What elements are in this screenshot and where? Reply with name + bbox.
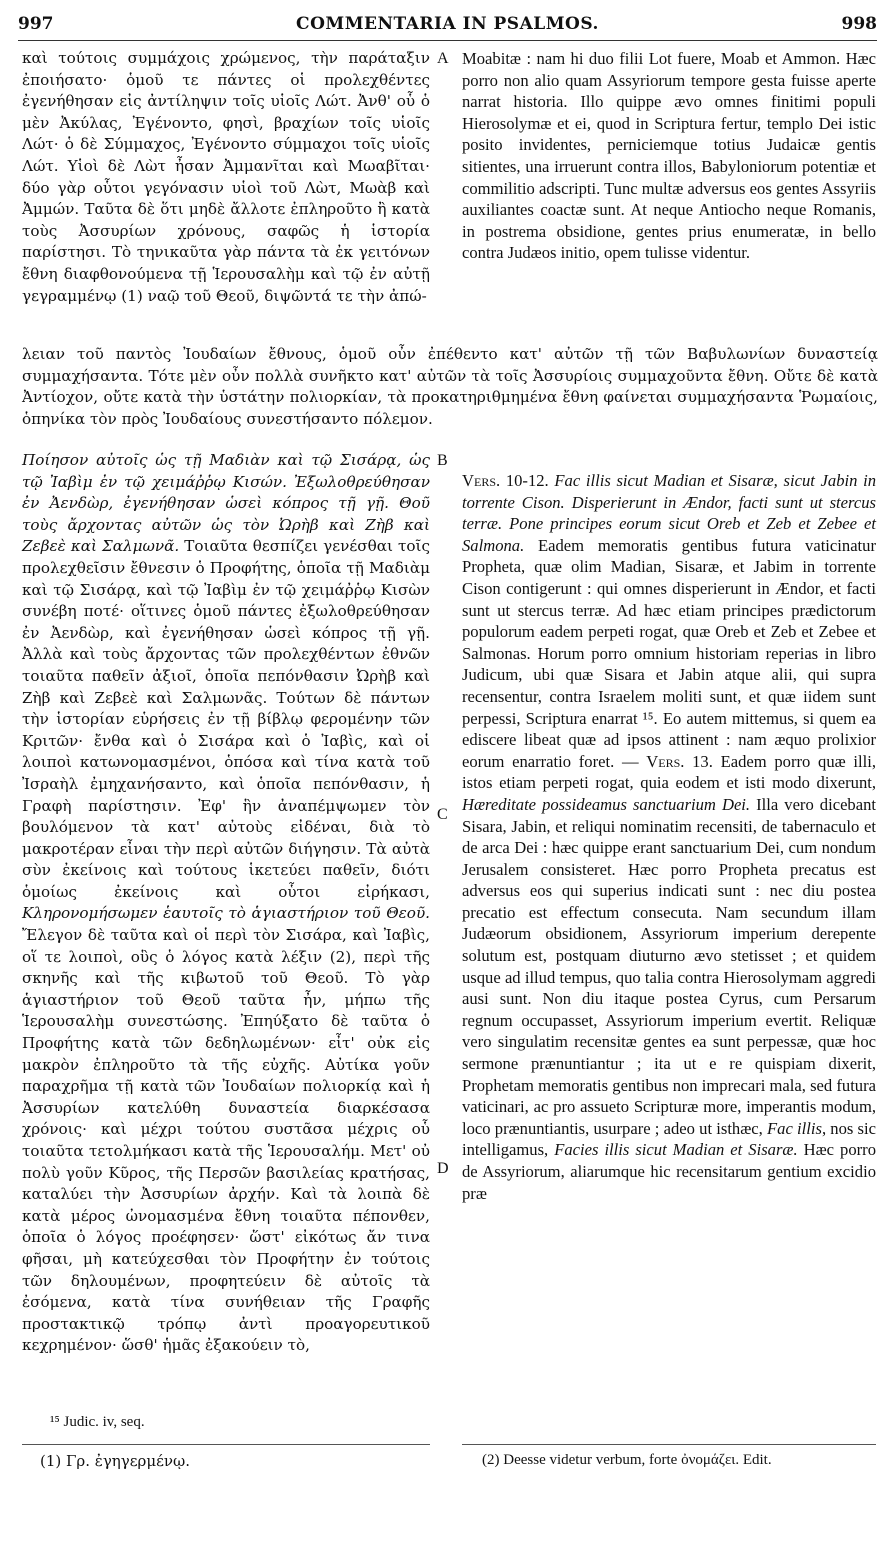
- greek-verse-quote: Ποίησον αὐτοῖς ὡς τῇ Μαδιὰν καὶ τῷ Σισάρᾳ, ὡς τῷ Ἰαβὶμ ἐν τῷ χειμάῤῥῳ Κισών. Ἐξωλοθρεύθησαν ἐν Ἀενδὼρ, ἐγενήθησαν ὡσεὶ κόπρος τῇ γῇ. Θοῦ τοὺς ἄρχοντας αὐτῶν ὡς τὸν Ὠρὴβ καὶ Ζὴβ καὶ Ζεβεὲ καὶ Σαλμωνᾶ.: [22, 451, 430, 556]
- section-marker-d: D: [437, 1160, 449, 1177]
- scripture-reference-note: ¹⁵ Judic. iv, seq.: [50, 1414, 145, 1430]
- latin-quote-4: Facies illis sicut Madian et Sisaræ.: [554, 1140, 798, 1160]
- greek-commentary-2: Ἔλεγον δὲ ταῦτα καὶ οἱ περὶ τὸν Σισάρα, καὶ Ἰαβὶς, οἵ τε λοιποὶ, οὓς ὁ λόγος κατὰ λέξιν (2), περὶ τῆς σκηνῆς καὶ τῆς κιβωτοῦ τοῦ Θεοῦ. Τὸ γὰρ ἁγιαστήριον τοῦ Θεοῦ ταῦτα ἦν, μήπω τῆς Ἱερουσαλὴμ συνεστώσης. Ἐπηύξατο δὲ ταῦτα ὁ Προφήτης κατὰ τῶν δεδηλωμένων· εἶτ' οὐκ εἰς μακρὸν ἐπληροῦτο τὰ τῆς εὐχῆς. Αὐτίκα γοῦν παραχρῆμα τῇ κατὰ τῶν Ἰουδαίων πολιορκίᾳ καὶ ἡ Ἀσσυρίων κατελύθη δυναστεία διαρκέσασα χρόνοις· καὶ μέχρι τούτου συστᾶσα μέχρις οὗ τοιαῦτα τετολμήκασι κατὰ τῆς Ἱερουσαλήμ. Μετ' οὐ πολὺ γοῦν Κῦρος, τῆς Περσῶν βασιλείας κρατήσας, καταλύει τὴν Ἀσσυρίων ἀρχήν. Καὶ τὰ λοιπὰ δὲ κατὰ μέρος ὠνομασμένα ἔθνη τοιαῦτα πέπονθεν, ὁποῖα ὁ λόγος προέφησεν· ὥστ' εἰκότως ἄν τινα φῆσαι, μὴ κατεύχεσθαι τὸν Προφήτην ἐν τούτοις τῶν δηλουμένων, προφητεύειν δὲ αὐτοῖς τὰ ἐσόμενα, κατὰ τίνα συνήθειαν τῆς Γραφῆς προστακτικῷ τρόπῳ ἀντὶ προαγορευτικοῦ κεχρημένον· ὥσθ' ἡμᾶς ἐξακούειν τὸ,: [22, 926, 430, 1355]
- verse-label: Vers. 10-12.: [462, 471, 549, 490]
- latin-quote-2: Hæreditate possideamus sanctuarium Dei.: [462, 794, 751, 814]
- footnote-1: (1) Γρ. ἐγηγερμένῳ.: [40, 1452, 190, 1470]
- latin-paragraph-main: [462, 470, 876, 1204]
- greek-quote-2: Κληρονομήσωμεν ἑαυτοῖς τὸ ἁγιαστήριον τοῦ Θεοῦ.: [22, 904, 430, 923]
- latin-column-main: [462, 470, 876, 1204]
- header-rule: [18, 40, 877, 41]
- footnote-rule-left: [22, 1444, 430, 1445]
- latin-column-top: [462, 48, 876, 264]
- running-title: COMMENTARIA IN PSALMOS.: [296, 14, 599, 34]
- verse-label-2: Vers. 13.: [646, 751, 713, 771]
- page-number-left: 997: [18, 14, 54, 34]
- footnote-rule-right: [462, 1444, 876, 1445]
- latin-paragraph-top: Moabitæ : nam hi duo filii Lot fuere, Moab et Ammon. Hæc porro non alio quam Assyriorum tempore gesta fuisse aperte narrat historia. Illo quippe ævo omnes finitimi populi Hierosolymæ et ei, quod in Scriptura fertur, templo Dei istic posito invidentes, perniciemque totius Judaicæ gentis sitientes, una irruerunt contra illos, Babyloniorum potentiæ et commilitio adscripti. Tunc multæ adversus eos gentes Assyriis auxiliantes coactæ sunt. At neque Antiocho neque Romanis, in postrema obsidione, gentes prius enumeratæ, in bello contra Judæos initio, opem tulisse videntur.: [462, 49, 876, 263]
- greek-column-main: [22, 450, 430, 1357]
- latin-quote-3: Fac illis: [767, 1118, 822, 1138]
- latin-verse-quote: Fac illis sicut Madian et Sisaræ, sicut Jabin in torrente Cison. Disperierunt in Ændor, facti sunt ut stercus terræ. Pone principes eorum sicut Oreb et Zeb et Zebee et Salmona.: [462, 471, 877, 555]
- section-marker-b: B: [437, 452, 448, 469]
- latin-commentary-1: Eadem memoratis gentibus futura vaticinatur Propheta, quæ olim Madian, Sisaræ, et Jabim in torrente Cison contigerunt : qui omnes disperierunt in Ændor, et facti sunt ut stercus terræ. Ad hæc etiam principes prædictorum populorum eadem perpeti rogat, quæ Oreb et Zeb et Zebee et Salmonas. Horum porro omnium historiam reperias in libro Judicum, ubi quæ Sisara et Jabin atque alii, qui supra recensentur, contra Israelem moliti sunt, et quæ iidem sunt perpessi, Scriptura enarrat ¹⁵. Eo autem mittemus, si quem ea ediscere libeat quæ ad ipsos attinent : nam æquo prolixior eorum enarratio foret. —: [462, 535, 876, 771]
- latin-commentary-3: Illa vero dicebant Sisara, Jabin, et reliqui nominatim recensiti, de tabernaculo et de arca Dei : hæc quippe erant sanctuarium Dei, cum nondum Jerusalem consisteret. Hæc porro Propheta precatus est adversus eos qui superius indicati sunt : nec diu postea precatio est effectum consecuta. Nam secundum illam Judæorum obsidionem, Assyriorum imperium derepente solutum est, postquam diuturno ævo stetisset ; et quidem usque ad illud tempus, quo talia contra Hierosolymam aggredi ausi sunt. Non diu itaque postea Cyrus, cum Persarum regnum occupasset, Assyriorum imperium evertit. Reliquæ vero singulatim recensitæ gentes ea sunt perpessæ, quæ hoc sermone prænuntiantur ; ita ut e re quispiam dixerit, Prophetam memoratis gentibus non imprecari mala, sed futura vaticinari, ac pro assueto Scripturæ more, imperantis modum, loco prænuntiantis, usurpare ; adeo ut isthæc,: [462, 794, 877, 1138]
- page-number-right: 998: [841, 14, 877, 34]
- section-marker-a: A: [437, 50, 449, 67]
- latin-commentary-5: Hæc porro de Assyriorum, aliarumque hic recensitarum gentium excidio præ: [462, 1140, 876, 1203]
- section-marker-c: C: [437, 806, 448, 823]
- greek-full-width-continuation: [22, 344, 878, 430]
- greek-paragraph-top: καὶ τούτοις συμμάχοις χρώμενος, τὴν παράταξιν ἐποιήσατο· ὁμοῦ τε πάντες οἱ προλεχθέντες ἐγενήθησαν εἰς ἀντίληψιν τοῖς υἱοῖς Λώτ. Ἀνθ' οὗ ὁ μὲν Ἀκύλας, Ἐγένοντο, φησὶ, βραχίων τοῖς υἱοῖς Λώτ· ὁ δὲ Σύμμαχος, Ἐγένοντο σύμμαχοι τοῖς υἱοῖς Λώτ. Υἱοὶ δὲ Λὼτ ἦσαν Ἀμμανῖται καὶ Μωαβῖται· δύο γὰρ οὗτοι γεγόνασιν υἱοὶ τοῦ Λὼτ, Μωὰβ καὶ Ἀμμών. Ταῦτα δὲ ὅτι μηδὲ ἄλλοτε ἐπληροῦτο ἢ κατὰ τοὺς Ἀσσυρίων χρόνους, σαφῶς ἡ ἱστορία παρίστησι. Τὸ τηνικαῦτα γὰρ πάντα τὰ ἐκ γειτόνων ἔθνη διαφθονούμενα τῇ Ἱερουσαλὴμ καὶ τῷ ἐν αὐτῇ γεγραμμένῳ (1) ναῷ τοῦ Θεοῦ, διψῶντά τε τὴν ἀπώ-: [22, 49, 430, 305]
- latin-commentary-2: Eadem porro quæ illi, istos etiam perpeti rogat, quia eodem et isti modo dixerunt,: [462, 751, 877, 793]
- page-header: [18, 14, 877, 38]
- greek-paragraph-main: [22, 450, 430, 1357]
- greek-commentary-1: Τοιαῦτα θεσπίζει γενέσθαι τοῖς προλεχθεῖσιν ἔθνεσιν ὁ Προφήτης, ὁποῖα τῇ Μαδιὰμ καὶ τῷ Σισάρᾳ, καὶ τῷ Ἰαβὶμ ἐν τῷ χειμάῤῥῳ Κισὼν συνέβη ποτέ· οἵτινες ὁμοῦ πάντες ἐξωλοθρεύθησαν ἐν Ἀενδὼρ, καὶ ἐγενήθησαν ὡσεὶ κόπρος τῇ γῇ. Ἀλλὰ καὶ τοὺς ἄρχοντας τῶν προλεχθέντων ἐθνῶν τοιαῦτα παθεῖν ἀξιοῖ, ὁποῖα πεπόνθασιν Ὠρὴβ καὶ Ζὴβ καὶ Ζεβεὲ καὶ Σαλμωνᾶς. Τούτων δὲ πάντων τὴν ἱστορίαν εὑρήσεις ἐν τῇ βίβλῳ φερομένην τῶν Κριτῶν· ἔνθα καὶ ὁ Σισάρα καὶ ὁ Ἰαβὶς, καὶ οἱ λοιποὶ κατωνομασμένοι, ὁπόσα καὶ τίνα κατὰ τοῦ Ἰσραὴλ ἐμηχανήσαντο, καὶ ὁποῖα πεπόνθασιν, ἡ Γραφὴ παρίστησιν. Ἐφ' ἣν ἀναπέμψωμεν τὸν βουλόμενον τὰ κατ' αὐτοὺς εἰδέναι, διὰ τὸ μακροτέραν εἶναι τὴν περὶ αὐτῶν διήγησιν. Τὰ αὐτὰ σὺν ἐκείνοις καὶ τούτους ἱκετεύει παθεῖν, διότι ὁμοίως ἐκείνοις καὶ οὗτοι εἰρήκασι,: [22, 537, 430, 901]
- footnote-2: (2) Deesse videtur verbum, forte ὀνομάζει. Edit.: [482, 1452, 772, 1468]
- latin-commentary-4: , nos sic intelligamus,: [462, 1118, 876, 1160]
- greek-paragraph-full: λειαν τοῦ παντὸς Ἰουδαίων ἔθνους, ὁμοῦ οὖν ἐπέθεντο κατ' αὐτῶν τῇ τῶν Βαβυλωνίων δυναστείᾳ συμμαχήσαντα. Τότε μὲν οὖν πολλὰ συνῆκτο κατ' αὐτῶν τὰ τοῖς Ἀσσυρίοις συμμαχοῦντα ἔθνη. Οὔτε δὲ κατὰ Ἀντίοχον, οὔτε κατὰ τὴν ὑστάτην πολιορκίαν, τὰ προκατηριθμημένα ἔθνη φαίνεται συμμαχήσαντα Ῥωμαίοις, ὁπηνίκα τὸν πρὸς Ἰουδαίους συνεστήσαντο πόλεμον.: [22, 345, 878, 428]
- greek-column-top: [22, 48, 430, 307]
